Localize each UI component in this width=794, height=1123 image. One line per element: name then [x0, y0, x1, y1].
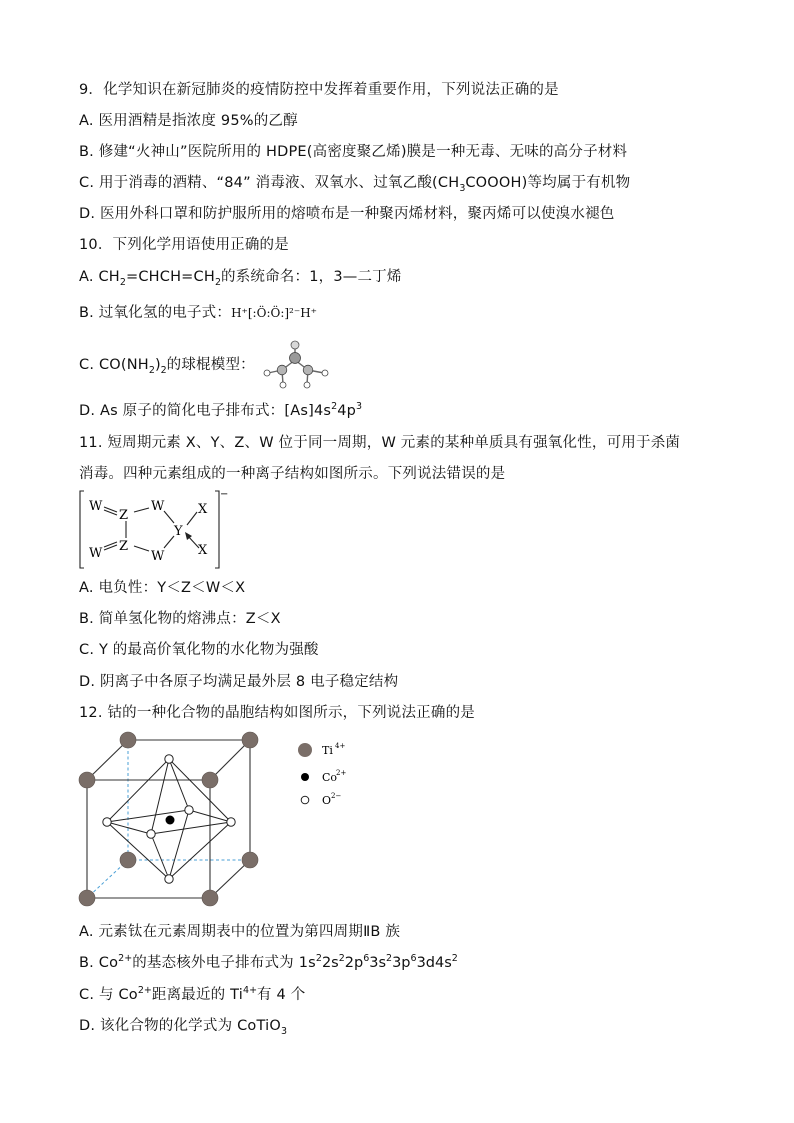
q9-option-c: C. 用于消毒的酒精、“84” 消毒液、双氧水、过氧乙酸$(CH_3COOOH)$等均属于有机物 [79, 175, 631, 194]
legend-ti-label: Ti [322, 744, 333, 757]
oxide-ion [165, 755, 173, 763]
crystal-cell-figure [76, 728, 268, 910]
q11-option-a: A. 电负性：Y＜Z＜W＜X [79, 580, 246, 596]
ti-ion [242, 852, 258, 868]
q12-option-d: D. 该化合物的化学式为 CoTiO$_3$ [79, 1018, 287, 1037]
q9-option-d: D. 医用外科口罩和防护服所用的熔喷布是一种聚丙烯材料，聚丙烯可以使溴水褪色 [79, 206, 615, 222]
ion-charge: − [220, 489, 229, 500]
peroxide-electron-formula: H⁺[:Ö:Ö:]²⁻H⁺ [231, 306, 317, 320]
hydrogen-ball [304, 382, 310, 388]
atom-w: W [89, 499, 103, 514]
legend-o-sup: 2− [331, 792, 342, 800]
oxide-ion [165, 875, 173, 883]
q10-option-c: C. $CO(NH_2)_2$的球棍模型： [79, 357, 255, 376]
ti-ion [242, 732, 258, 748]
ti-ion [120, 732, 136, 748]
atom-w: W [151, 499, 165, 514]
ti-ion [202, 772, 218, 788]
atom-x: X [198, 502, 208, 517]
nitrogen-ball [277, 365, 287, 375]
q9-stem: 9．化学知识在新冠肺炎的疫情防控中发挥着重要作用，下列说法正确的是 [79, 82, 559, 98]
q9-option-b: B. 修建“火神山”医院所用的 HDPE(高密度聚乙烯)膜是一种无毒、无味的高分子材料 [79, 144, 628, 160]
q12-option-b: B. $Co^{2+}$的基态核外电子排布式为 $1s^22s^22p^63s^23p^63d4s^2$ [79, 953, 458, 971]
oxide-ion [103, 818, 111, 826]
q11-option-c: C. Y 的最高价氧化物的水化物为强酸 [79, 642, 319, 658]
oxide-ion [227, 818, 235, 826]
q11-option-b: B. 简单氢化物的熔沸点：Z＜X [79, 611, 281, 627]
atom-w: W [151, 549, 165, 564]
legend-ti-icon [298, 743, 312, 757]
hydrogen-ball [264, 370, 270, 376]
q10-option-a: A. $CH_2=CHCH=CH_2$的系统命名：1，3—二丁烯 [79, 269, 402, 288]
oxygen-ball [291, 341, 299, 349]
legend-co-sup: 2+ [336, 769, 347, 777]
legend-o-icon [301, 796, 309, 804]
q12-stem: 12. 钴的一种化合物的晶胞结构如图所示，下列说法正确的是 [79, 705, 475, 721]
oxide-ion [185, 806, 193, 814]
q12-option-a: A. 元素钛在元素周期表中的位置为第四周期ⅡB 族 [79, 924, 401, 940]
atom-y: Y [174, 524, 183, 539]
atom-x: X [198, 543, 208, 558]
q11-option-d: D. 阴离子中各原子均满足最外层 8 电子稳定结构 [79, 674, 399, 690]
hydrogen-ball [322, 370, 328, 376]
ball-stick-model-figure [262, 340, 330, 390]
hydrogen-ball [280, 382, 286, 388]
legend-co-label: Co [322, 771, 338, 784]
q11-stem-line2: 消毒。四种元素组成的一种离子结构如图所示。下列说法错误的是 [79, 466, 506, 482]
carbon-ball [290, 353, 301, 364]
q12-option-c: C. 与 $Co^{2+}$距离最近的 $Ti^{4+}$有 4 个 [79, 985, 306, 1003]
nitrogen-ball [303, 365, 313, 375]
q10-stem: 10．下列化学用语使用正确的是 [79, 237, 289, 253]
cobalt-ion [166, 816, 175, 825]
legend-co-icon [301, 773, 309, 781]
legend-o-label: O [322, 794, 332, 807]
q10-option-d: D. As 原子的简化电子排布式：$[As]4s^24p^3$ [79, 401, 363, 419]
atom-w: W [89, 546, 103, 561]
ion-structure-figure [76, 488, 236, 572]
legend-ti-sup: 4+ [335, 742, 346, 750]
q10-option-b: B. 过氧化氢的电子式：H⁺[:Ö:Ö:]²⁻H⁺ [79, 305, 317, 321]
crystal-legend [294, 738, 364, 808]
atom-z: Z [119, 539, 129, 554]
ti-ion [79, 772, 95, 788]
atom-z: Z [119, 508, 129, 523]
q11-stem-line1: 11. 短周期元素 X、Y、Z、W 位于同一周期，W 元素的某种单质具有强氧化性，可用于杀菌 [79, 435, 681, 451]
ti-ion [202, 890, 218, 906]
oxide-ion [147, 830, 155, 838]
ti-ion [79, 890, 95, 906]
ti-ion [120, 852, 136, 868]
q9-option-a: A. 医用酒精是指浓度 95%的乙醇 [79, 113, 298, 129]
